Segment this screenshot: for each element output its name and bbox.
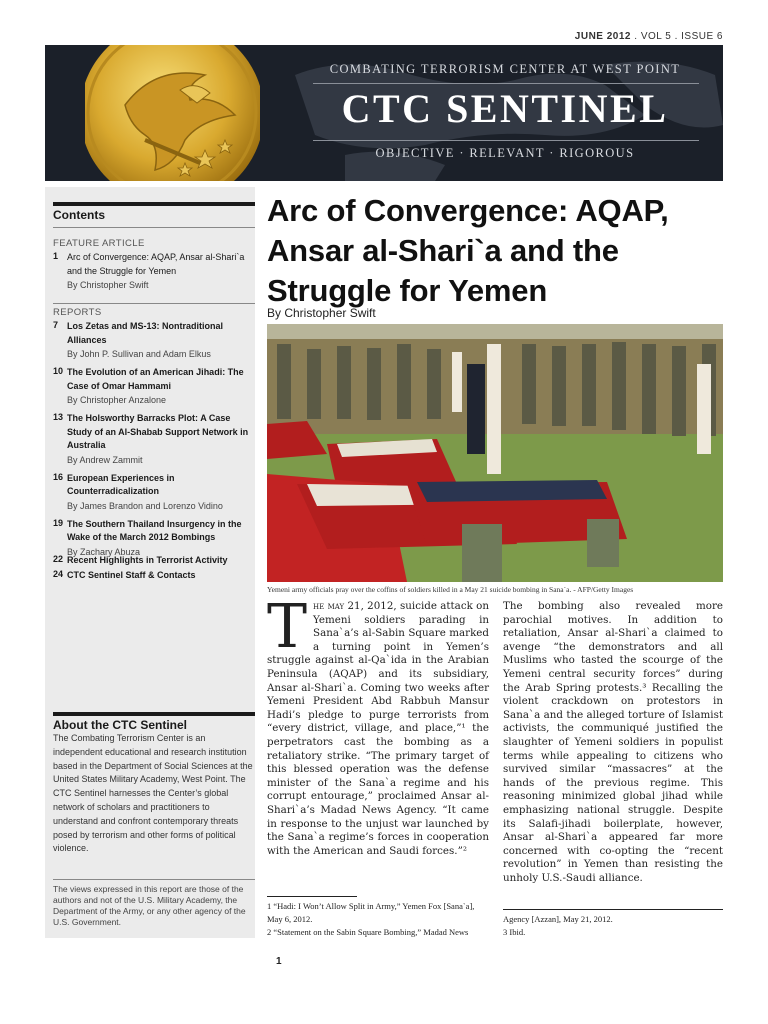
toc-page-number: 19 (53, 517, 64, 528)
masthead-banner (45, 45, 723, 181)
article-column-2 (503, 600, 723, 885)
about-rule (53, 712, 255, 716)
toc-title: CTC Sentinel Staff & Contacts (67, 569, 196, 580)
article-title: Arc of Convergence: AQAP, Ansar al-Shari`a and the Struggle for Yemen (267, 193, 669, 308)
reports-section-label: REPORTS (53, 307, 102, 318)
footnote: 1 “Hadi: I Won’t Allow Split in Army,” Yemen Fox [Sana`a], May 6, 2012. (267, 901, 475, 924)
toc-author: By Christopher Anzalone (67, 395, 167, 405)
toc-item[interactable] (53, 518, 253, 559)
reports-list (53, 320, 253, 564)
toc-title: Los Zetas and MS-13: Nontraditional Alliances (67, 321, 224, 345)
toc-title: The Holsworthy Barracks Plot: A Case Study of an Al-Shabab Support Network in Australia (67, 413, 249, 450)
footnote-rule (503, 909, 723, 910)
about-heading: About the CTC Sentinel (53, 718, 187, 732)
footnote: 3 Ibid. (503, 927, 526, 937)
toc-author: By John P. Sullivan and Adam Elkus (67, 349, 211, 359)
issue-volume: . VOL 5 . ISSUE 6 (634, 31, 723, 42)
page-number: 1 (276, 956, 282, 967)
toc-page-number: 22 (53, 554, 64, 564)
toc-author: By Zachary Abuza (67, 546, 141, 557)
toc-item[interactable] (53, 251, 253, 292)
toc-page-number: 24 (53, 568, 64, 579)
feature-list (53, 251, 253, 297)
article-column-1 (267, 592, 489, 858)
footnote: Agency [Azzan], May 21, 2012. (503, 914, 613, 924)
issue-info (575, 31, 723, 42)
divider (53, 879, 255, 880)
banner-motto: OBJECTIVE · RELEVANT · RIGOROUS (375, 146, 635, 160)
divider (53, 227, 255, 228)
toc-page-number: 10 (53, 366, 64, 376)
footnote-rule (267, 896, 357, 897)
disclaimer-text: The views expressed in this report are those of the authors and not of the U.S. Military Academy, the Department of the Army, or any other agency of the U.S. Government. (53, 884, 246, 927)
toc-page-number: 7 (53, 320, 59, 330)
toc-author: By Andrew Zammit (67, 454, 143, 465)
lead-in: he may 21, 2012, (313, 600, 397, 612)
sidebar (45, 187, 255, 938)
extras-list (53, 554, 253, 587)
toc-item[interactable] (53, 320, 253, 361)
toc-item[interactable] (53, 412, 253, 467)
contents-rule (53, 202, 255, 206)
toc-item[interactable] (53, 366, 253, 407)
body-text: The bombing also revealed more parochial motives. In addition to retaliation, Ansar al-Shari`a claimed to avenge “the demonstrators and all Muslims who tasted the scourge of the Yemeni central security forces” during the Arab Spring protests.³ Recalling the violent crackdown on protestors in Sana`a and the alleged torture of Islamist activists, the communiqué justified the slaughter of Yemeni soldiers in populist terms while appealing to citizens who survived similar “massacres” at the hands of the previous regime. This reasoning minimized global jihad while emphasizing national struggle. Despite its Salafi-jihadi boilerplate, however, Ansar al-Shari`a appeared far more concerned with co-opting the “recent revolution” in Yemen than resisting the unholy U.S.-Saudi alliance. (503, 600, 723, 884)
banner-divider (313, 83, 699, 84)
eagle-seal-icon (85, 45, 260, 181)
banner-organization: COMBATING TERRORISM CENTER AT WEST POINT (329, 62, 681, 76)
toc-title: Arc of Convergence: AQAP, Ansar al-Shari`a and the Struggle for Yemen (67, 252, 245, 276)
photo-caption: Yemeni army officials pray over the coffins of soldiers killed in a May 21 suicide bombing in Sana`a. - AFP/Getty Images (267, 585, 634, 594)
toc-page-number: 16 (53, 471, 64, 482)
toc-title: The Southern Thailand Insurgency in the Wake of the March 2012 Bombings (67, 518, 242, 542)
toc-author: By Christopher Swift (67, 280, 149, 290)
toc-title: The Evolution of an American Jihadi: The Case of Omar Hammami (67, 367, 244, 391)
toc-title: Recent Highlights in Terrorist Activity (67, 555, 228, 565)
footnote: 2 “Statement on the Sabin Square Bombing,” Madad News (267, 927, 469, 937)
masthead-title: CTC SENTINEL (341, 86, 669, 131)
footnotes-left (267, 900, 492, 939)
feature-section-label: FEATURE ARTICLE (53, 238, 145, 249)
toc-author: By James Brandon and Lorenzo Vidino (67, 500, 223, 511)
toc-page-number: 13 (53, 412, 64, 422)
about-text: The Combating Terrorism Center is an independent educational and research institution based in the Department of Social Sciences at the United States Military Academy, West Point. The CTC Sentinel harnesses the Center’s global network of scholars and practitioners to understand and confront contemporary threats posed by terrorism and other forms of political violence. (53, 733, 253, 854)
contents-heading: Contents (53, 208, 105, 222)
article-photo (267, 324, 723, 582)
article-byline: By Christopher Swift (267, 306, 376, 320)
toc-item[interactable] (53, 472, 253, 513)
toc-title: European Experiences in Counterradicalization (67, 472, 175, 496)
footnotes-right (503, 913, 723, 939)
body-text: suicide attack on Yemeni soldiers parading in Sana`a’s al-Sabin Square marked a turning point in Yemen’s struggle against al-Qa`ida in the Arabian Peninsula (AQAP) and its subsidiary, Ansar al-Shari`a. Coming two weeks after Yemeni President Abd Rabbuh Mansur Hadi’s pledge to purge terrorists from “every district, village, and place,”¹ the perpetrators cast the bombing as a retaliatory strike. “The primary target of this blessed operation was the defense minister of the Sana`a regime and his corrupt entourage,” proclaimed Ansar al-Shari`a’s Madad News Agency. “It came in response to the unjust war launched by the Sana`a regime’s forces in cooperation with the American and Saudi forces.”² (267, 600, 489, 857)
drop-cap: T (267, 592, 308, 662)
toc-page-number: 1 (53, 251, 59, 261)
divider (53, 303, 255, 304)
toc-item[interactable] (53, 569, 253, 583)
banner-divider (313, 140, 699, 141)
issue-date: JUNE 2012 (574, 31, 631, 42)
toc-item[interactable] (53, 554, 253, 568)
